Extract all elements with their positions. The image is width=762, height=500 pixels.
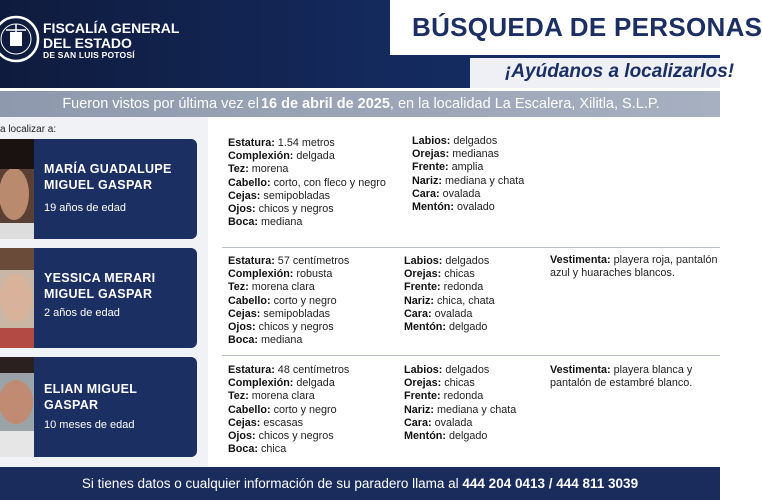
person-age: 19 años de edad xyxy=(44,202,126,214)
person-clothing xyxy=(550,364,720,390)
attribute-label: Estatura: xyxy=(228,364,275,376)
attribute-label: Boca: xyxy=(228,334,258,347)
person-attributes-col1 xyxy=(228,255,349,347)
attribute-label: Cara: xyxy=(404,416,432,429)
person-name-line2: GASPAR xyxy=(44,398,99,412)
attribute-row xyxy=(228,377,349,390)
attribute-value: corto y negro xyxy=(270,294,337,307)
attribute-label: Tez: xyxy=(228,281,249,294)
attribute-value: morena clara xyxy=(248,390,315,403)
person-card xyxy=(0,357,197,457)
attribute-label: Boca: xyxy=(228,216,258,229)
attribute-row xyxy=(404,364,516,377)
person-attributes-col1 xyxy=(228,364,349,456)
attribute-value: ovalado xyxy=(453,201,495,214)
person-card xyxy=(0,248,197,348)
footer-phones: 444 204 0413 / 444 811 3039 xyxy=(462,476,639,491)
person-name xyxy=(44,270,155,302)
attribute-label: Nariz: xyxy=(404,403,434,416)
attribute-value: chicos y negros xyxy=(255,203,334,216)
attribute-label: Ojos: xyxy=(228,203,256,216)
person-name xyxy=(44,161,172,193)
row-divider xyxy=(222,247,720,248)
attribute-row xyxy=(228,334,349,347)
attribute-label: Orejas: xyxy=(404,268,442,281)
attribute-value: ovalada xyxy=(431,307,473,320)
attribute-label: Tez: xyxy=(228,390,249,403)
attribute-row xyxy=(228,295,349,308)
attribute-row xyxy=(404,308,495,321)
attribute-row xyxy=(412,201,524,214)
attribute-label: Cabello: xyxy=(228,403,271,416)
attribute-value: delgados xyxy=(450,135,498,147)
left-heading: a localizar a: xyxy=(0,124,57,135)
attribute-label: Nariz: xyxy=(404,294,434,307)
person-attributes-col2 xyxy=(404,364,516,443)
attribute-value: ovalada xyxy=(431,416,473,429)
person-photo xyxy=(0,357,34,457)
attribute-label: Nariz: xyxy=(412,174,442,187)
attribute-value: escasas xyxy=(260,416,304,429)
person-card xyxy=(0,139,197,239)
attribute-value: mediana xyxy=(258,334,303,347)
attribute-row xyxy=(228,321,349,334)
attribute-value: chicos y negros xyxy=(255,321,334,334)
attribute-label: Vestimenta: xyxy=(550,364,611,376)
attribute-label: Cara: xyxy=(412,187,440,200)
person-age: 2 años de edad xyxy=(44,307,120,319)
person-name-line2: MIGUEL GASPAR xyxy=(44,178,153,192)
attribute-value: ovalada xyxy=(439,187,481,200)
attribute-label: Complexión: xyxy=(228,150,294,163)
attribute-value: delgado xyxy=(445,430,488,443)
fiscalia-seal-logo xyxy=(2,8,40,68)
page-title: BÚSQUEDA DE PERSONAS xyxy=(412,12,762,42)
attribute-row xyxy=(412,175,524,188)
attribute-label: Cabello: xyxy=(228,294,271,307)
person-photo xyxy=(0,139,34,239)
attribute-value: redonda xyxy=(440,281,484,294)
attribute-row xyxy=(404,417,516,430)
attribute-label: Frente: xyxy=(412,161,449,174)
attribute-row xyxy=(412,188,524,201)
attribute-label: Boca: xyxy=(228,443,258,456)
attribute-label: Cejas: xyxy=(228,307,261,320)
attribute-value: 1.54 metros xyxy=(274,137,335,149)
organization-name xyxy=(43,21,179,60)
attribute-label: Complexión: xyxy=(228,377,294,390)
attribute-row xyxy=(404,321,495,334)
attribute-row xyxy=(404,430,516,443)
person-attributes-col2 xyxy=(412,135,524,214)
person-name xyxy=(44,381,137,413)
attribute-label: Tez: xyxy=(228,163,249,176)
attribute-value: redonda xyxy=(440,390,484,403)
attribute-label: Ojos: xyxy=(228,321,256,334)
attribute-value: delgada xyxy=(293,150,335,163)
attribute-row xyxy=(228,216,386,229)
attribute-value: mediana xyxy=(258,216,303,229)
attribute-label: Labios: xyxy=(412,135,451,147)
attribute-value: medianas xyxy=(449,148,500,161)
attribute-value: delgado xyxy=(445,321,488,334)
attribute-value: chicas xyxy=(441,377,475,390)
attribute-value: chicos y negros xyxy=(255,430,334,443)
attribute-value: playera blanca y pantalón de estambré blanco. xyxy=(550,364,693,390)
attribute-label: Mentón: xyxy=(404,430,446,443)
attribute-row xyxy=(404,295,495,308)
attribute-label: Mentón: xyxy=(404,321,446,334)
person-name-line1: ELIAN MIGUEL xyxy=(44,382,138,396)
person-name-line2: MIGUEL GASPAR xyxy=(44,287,153,301)
attribute-label: Orejas: xyxy=(412,148,450,161)
attribute-value: playera roja, pantalón azul y huaraches blancos. xyxy=(550,254,718,280)
attribute-row xyxy=(404,281,495,294)
attribute-row xyxy=(228,177,386,190)
attribute-row xyxy=(228,308,349,321)
attribute-value: chica, chata xyxy=(434,294,495,307)
attribute-label: Labios: xyxy=(404,255,443,267)
attribute-row xyxy=(404,377,516,390)
attribute-value: 48 centímetros xyxy=(274,364,350,376)
attribute-row xyxy=(228,203,386,216)
attribute-row xyxy=(404,268,495,281)
attribute-row xyxy=(228,163,386,176)
attribute-label: Mentón: xyxy=(412,201,454,214)
attribute-row xyxy=(228,137,386,150)
attribute-value: morena xyxy=(248,163,289,176)
person-attributes-col2 xyxy=(404,255,495,334)
attribute-value: morena clara xyxy=(248,281,315,294)
attribute-row xyxy=(404,404,516,417)
last-seen-location: , en la localidad La Escalera, Xilitla, S.L.P. xyxy=(389,96,660,112)
person-clothing xyxy=(550,254,720,280)
attribute-value: delgados xyxy=(442,255,490,267)
attribute-label: Cejas: xyxy=(228,189,261,202)
attribute-label: Estatura: xyxy=(228,255,275,267)
attribute-row xyxy=(228,150,386,163)
attribute-row xyxy=(228,281,349,294)
attribute-row xyxy=(228,443,349,456)
contact-footer xyxy=(0,467,720,500)
last-seen-date: 16 de abril de 2025 xyxy=(260,96,390,112)
attribute-value: 57 centímetros xyxy=(274,255,350,267)
person-name-line1: YESSICA MERARI xyxy=(44,271,156,285)
attribute-value: mediana y chata xyxy=(442,174,525,187)
org-line1: FISCALÍA GENERAL xyxy=(43,20,180,36)
person-photo xyxy=(0,248,34,348)
footer-text: Si tienes datos o cualquier información de su paradero llama al xyxy=(81,476,459,491)
attribute-value: corto, con fleco y negro xyxy=(270,176,386,189)
attribute-label: Estatura: xyxy=(228,137,275,149)
page-subtitle: ¡Ayúdanos a localizarlos! xyxy=(505,61,735,82)
org-line2: DEL ESTADO xyxy=(43,34,132,51)
attribute-row xyxy=(228,268,349,281)
attribute-row xyxy=(228,190,386,203)
attribute-row xyxy=(228,364,349,377)
attribute-label: Complexión: xyxy=(228,268,294,281)
attribute-label: Vestimenta: xyxy=(550,254,611,266)
org-line3: DE SAN LUIS POTOSÍ xyxy=(43,50,135,61)
attribute-label: Cabello: xyxy=(228,176,271,189)
person-age: 10 meses de edad xyxy=(44,419,135,431)
attribute-row xyxy=(404,255,495,268)
attribute-value: chica xyxy=(258,443,287,456)
attribute-row xyxy=(412,148,524,161)
attribute-label: Cara: xyxy=(404,307,432,320)
attribute-value: semipobladas xyxy=(260,307,331,320)
row-divider xyxy=(222,355,720,356)
attribute-row xyxy=(228,417,349,430)
attribute-row xyxy=(228,404,349,417)
attribute-label: Labios: xyxy=(404,364,443,376)
attribute-row xyxy=(404,390,516,403)
attribute-row xyxy=(412,135,524,148)
person-name-line1: MARÍA GUADALUPE xyxy=(44,162,172,176)
attribute-row xyxy=(412,161,524,174)
attribute-value: delgada xyxy=(293,377,335,390)
attribute-value: corto y negro xyxy=(270,403,337,416)
last-seen-banner xyxy=(0,91,720,117)
attribute-value: robusta xyxy=(293,268,333,281)
attribute-label: Frente: xyxy=(404,281,441,294)
attribute-label: Orejas: xyxy=(404,377,442,390)
attribute-row xyxy=(228,390,349,403)
last-seen-prefix: Fueron vistos por última vez el xyxy=(62,96,259,112)
attribute-value: semipobladas xyxy=(260,189,331,202)
attribute-label: Frente: xyxy=(404,390,441,403)
attribute-label: Ojos: xyxy=(228,430,256,443)
attribute-value: mediana y chata xyxy=(434,403,517,416)
attribute-value: amplia xyxy=(448,161,484,174)
attribute-value: delgados xyxy=(442,364,490,376)
attribute-row xyxy=(228,255,349,268)
attribute-row xyxy=(228,430,349,443)
attribute-label: Cejas: xyxy=(228,416,261,429)
attribute-value: chicas xyxy=(441,268,475,281)
person-attributes-col1 xyxy=(228,137,386,229)
